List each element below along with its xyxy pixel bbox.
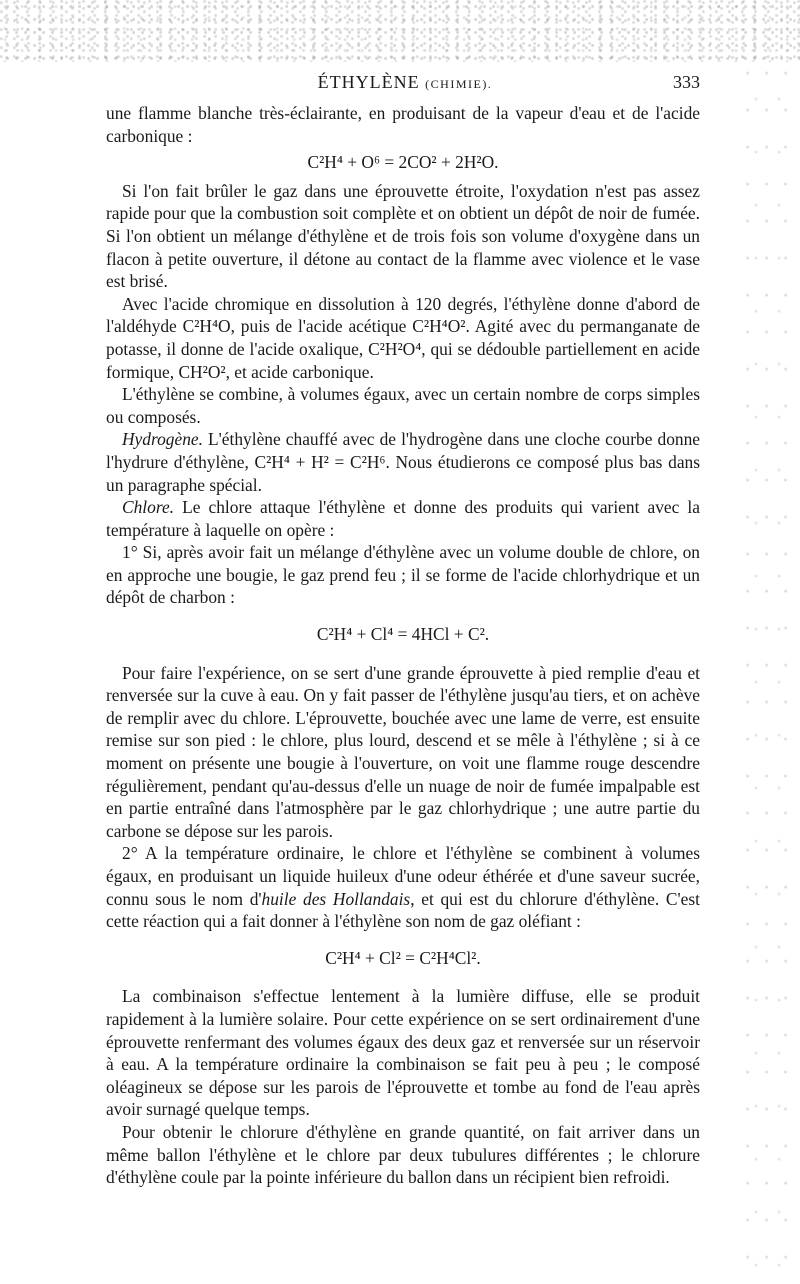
paragraph: Pour faire l'expérience, on se sert d'une grande éprouvette à pied remplie d'eau et renversée sur la cuve à eau. On y fait passer de l'éthylène jusqu'au tiers, et on achève de remplir avec du chlore. L'éprouvette, bouchée avec une lame de verre, est ensuite remise sur son pied : le chlore, plus lourd, descend et se mêle à l'éthylène ; si à ce moment on présente une bougie à l'ouverture, on voit une flamme rouge descendre régulièrement, pendant qu'au-dessus d'elle un nuage de noir de fumée impalpable est en partie entraîné dans l'atmosphère par le gaz chlorhydrique ; une autre partie du carbone se dépose sur les parois. xyxy=(106,662,700,841)
scan-noise-right xyxy=(740,62,800,1284)
section-lead-hydrogene: Hydrogène. xyxy=(122,429,203,450)
running-title-sub: (CHIMIE). xyxy=(425,77,493,91)
body-text xyxy=(106,102,700,1189)
paragraph-text: Le chlore attaque l'éthylène et donne des produits qui varient avec la température à laquelle on opère : xyxy=(106,497,700,540)
paragraph-text: 2° A la température ordinaire, le chlore et l'éthylène se combinent à volumes égaux, en produisant un liquide huileux d'une odeur éthérée et d'une saveur sucrée, connu sous le nom d' xyxy=(106,843,700,909)
scan-noise-top xyxy=(0,0,800,62)
paragraph: L'éthylène se combine, à volumes égaux, avec un certain nombre de corps simples ou composés. xyxy=(106,384,700,427)
paragraph-text: L'éthylène chauffé avec de l'hydrogène dans une cloche courbe donne l'hydrure d'éthylène, C²H⁴ + H² = C²H⁶. Nous étudierons ce composé plus bas dans un paragraphe spécial. xyxy=(106,429,700,495)
paragraph: Si l'on fait brûler le gaz dans une éprouvette étroite, l'oxydation n'est pas assez rapide pour que la combustion soit complète et on obtient un dépôt de noir de fumée. Si l'on obtient un mélange d'éthylène et de trois fois son volume d'oxygène dans un flacon à petite ouverture, il détone au contact de la flamme avec violence et le vase est brisé. xyxy=(106,180,700,292)
running-title-main: ÉTHYLÈNE xyxy=(317,72,420,92)
emphasis-huile-des-hollandais: huile des Hollandais xyxy=(261,888,411,909)
paragraph-chlore xyxy=(106,496,700,541)
paragraph: 1° Si, après avoir fait un mélange d'éthylène avec un volume double de chlore, on en approche une bougie, le gaz prend feu ; il se forme de l'acide chlorhydrique et un dépôt de charbon : xyxy=(106,542,700,608)
equation: C²H⁴ + O⁶ = 2CO² + 2H²O. xyxy=(307,152,499,173)
paragraph-hydrogene xyxy=(106,428,700,496)
running-title xyxy=(110,72,700,93)
page-number: 333 xyxy=(673,72,700,92)
paragraph-text: , et qui est du chlorure d'éthylène. C'est cette réaction qui a fait donner à l'éthylène son nom de gaz oléfiant : xyxy=(106,888,700,932)
paragraph xyxy=(106,842,700,932)
paragraph: une flamme blanche très-éclairante, en produisant de la vapeur d'eau et de l'acide carbonique : xyxy=(106,103,700,146)
paragraph: La combinaison s'effectue lentement à la lumière diffuse, elle se produit rapidement à la lumière solaire. Pour cette expérience on se sert ordinairement d'une éprouvette renfermant des volumes égaux des deux gaz et renversée sur un réservoir à eau. A la température ordinaire la combinaison se fait peu à peu ; le composé oléagineux se dépose sur les parois de l'éprouvette et tombe au fond de l'eau après avoir surnagé quelque temps. xyxy=(106,986,700,1120)
section-lead-chlore: Chlore. xyxy=(122,497,175,518)
equation: C²H⁴ + Cl² = C²H⁴Cl². xyxy=(325,947,481,968)
equation: C²H⁴ + Cl⁴ = 4HCl + C². xyxy=(316,624,490,645)
paragraph: Avec l'acide chromique en dissolution à 120 degrés, l'éthylène donne d'abord de l'aldéhyde C²H⁴O, puis de l'acide acétique C²H⁴O². Agité avec du permanganate de potasse, il donne de l'acide oxalique, C²H²O⁴, qui se dédouble partiellement en acide formique, CH²O², et acide carbonique. xyxy=(106,293,700,382)
paragraph: Pour obtenir le chlorure d'éthylène en grande quantité, on fait arriver dans un même ballon l'éthylène et le chlore par deux tubulures différentes ; le chlorure d'éthylène coule par la pointe inférieure du ballon dans un récipient bien refroidi. xyxy=(106,1121,700,1188)
running-header xyxy=(110,72,700,96)
